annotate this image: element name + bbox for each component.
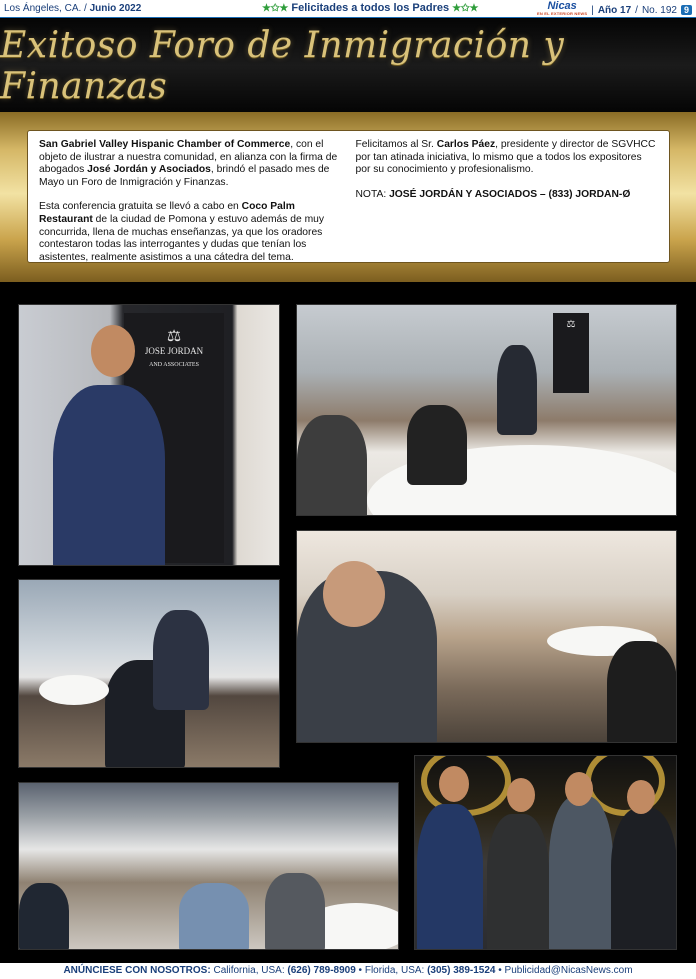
scales-of-justice-icon: ⚖: [566, 319, 576, 330]
member-head: [627, 780, 655, 814]
guest-figure: [179, 883, 249, 950]
article-box: [27, 130, 670, 263]
guest-figure: [497, 345, 537, 435]
group-member: [417, 804, 483, 950]
speaker-figure: [53, 385, 165, 566]
guest-figure: [265, 873, 325, 950]
photo-speaker: [18, 304, 280, 566]
stars-icon: ★✩★: [452, 3, 479, 14]
header-issue-info: Nicas EN EL EXTERIOR NEWS | Año 17 / No. 192 9: [537, 2, 692, 18]
photo-full-room: [296, 530, 677, 743]
member-head: [507, 778, 535, 812]
article-paragraph: San Gabriel Valley Hispanic Chamber of Commerce, con el objeto de ilustrar a nuestra comunidad, en alianza con la firma de abogados José Jordán y Asociados, brindó el pasado mes de Mayo un Foro de Inmigración y Finanzas.: [39, 139, 338, 188]
guest-head: [323, 561, 385, 627]
issue-date: Junio 2022: [89, 3, 142, 14]
guest-figure: [407, 405, 467, 485]
article-paragraph: Esta conferencia gratuita se llevó a cabo en Coco Palm Restaurant de la ciudad de Pomona y estuvo además de muy concurrida, llena de muchas enseñanzas, ya que los oradores contestaron todas las interrogantes y dudas que tenían los asistentes, realmente asistimos a una cátedra del tema.: [39, 201, 325, 263]
header-location: Los Ángeles, CA. / Junio 2022: [4, 3, 142, 14]
photo-banquet-table: [296, 304, 677, 516]
footer-fl-label: Florida, USA:: [364, 965, 425, 976]
photo-group-portrait: [414, 755, 677, 950]
group-member: [549, 796, 613, 950]
page-header: [0, 0, 696, 18]
title-banner: [0, 19, 696, 112]
speaker-head: [91, 325, 135, 377]
member-head: [439, 766, 469, 802]
scales-of-justice-icon: ⚖: [166, 328, 182, 345]
article-note: NOTA: JOSÉ JORDÁN Y ASOCIADOS – (833) JORDAN-Ø: [355, 188, 631, 200]
guest-figure: [19, 883, 69, 950]
article-column-left: [39, 139, 342, 263]
issue-year: Año 17: [597, 4, 632, 16]
footer-email-link[interactable]: Publicidad@NicasNews.com: [504, 965, 633, 976]
footer-fl-phone[interactable]: (305) 389-1524: [427, 965, 496, 976]
article-column-right: [356, 139, 659, 254]
page-title: Exitoso Foro de Inmigración y Finanzas: [0, 24, 565, 107]
photo-dining-view: [18, 579, 280, 768]
speaker-figure: [153, 610, 209, 710]
firm-banner: [553, 313, 589, 393]
greeting-text: Felicitades a todos los Padres: [291, 2, 450, 14]
footer-ca-label: California, USA:: [213, 965, 285, 976]
stars-icon: ★✩★: [262, 3, 289, 14]
member-head: [565, 772, 593, 806]
issue-number: No. 192: [641, 4, 677, 16]
footer-label: ANÚNCIESE CON NOSOTROS:: [63, 965, 211, 976]
page-number: 9: [681, 5, 692, 15]
header-greeting: [262, 2, 478, 14]
group-member: [487, 814, 549, 950]
footer-ca-phone[interactable]: (626) 789-8909: [287, 965, 356, 976]
article-paragraph: Felicitamos al Sr. Carlos Páez, presidente y director de SGVHCC por tan atinada iniciativa, lo mismo que a todos los expositores por su conocimiento y profesionalismo.: [355, 139, 656, 176]
page-footer: ANÚNCIESE CON NOSOTROS: California, USA: (626) 789-8909 • Florida, USA: (305) 389-1524 • Publicidad@NicasNews.com: [0, 963, 696, 979]
round-table: [39, 675, 109, 705]
guest-figure: [607, 641, 677, 743]
group-member: [611, 808, 677, 950]
brand-logo: Nicas EN EL EXTERIOR NEWS: [537, 0, 588, 16]
guest-figure: [297, 415, 367, 516]
location-text: Los Ángeles, CA.: [4, 3, 82, 14]
photo-audience: [18, 782, 399, 950]
firm-banner: ⚖ JOSE JORDAN AND ASSOCIATES: [124, 313, 224, 563]
